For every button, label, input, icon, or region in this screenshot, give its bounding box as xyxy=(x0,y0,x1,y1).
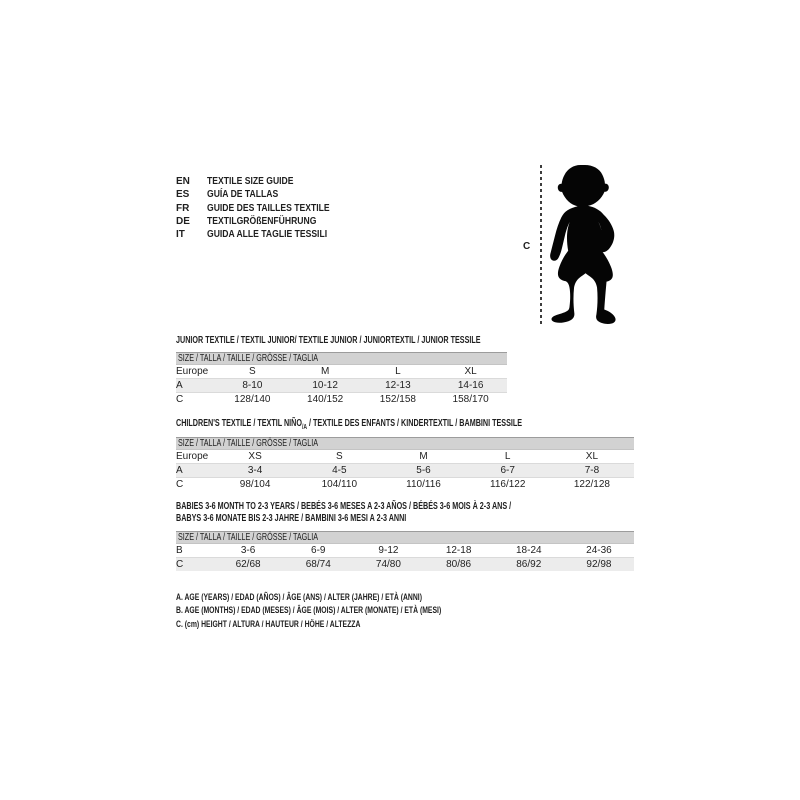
table-row-height xyxy=(176,393,507,406)
cell: L xyxy=(504,451,511,462)
row-label: A xyxy=(176,380,183,391)
cell: 12-13 xyxy=(385,380,411,391)
cell: 68/74 xyxy=(305,559,331,570)
cell: 24-36 xyxy=(586,545,612,556)
babies-table-title xyxy=(176,501,641,525)
language-row xyxy=(176,202,350,215)
cell: 3-4 xyxy=(247,465,263,476)
cell: 122/128 xyxy=(573,479,610,490)
table-row-height xyxy=(176,478,634,491)
cell: 158/170 xyxy=(452,394,489,405)
cell: 98/104 xyxy=(239,479,271,490)
cell: 8-10 xyxy=(242,380,263,391)
size-table-junior xyxy=(176,352,507,406)
cell: 104/110 xyxy=(321,479,357,490)
row-label: C xyxy=(176,559,184,570)
babies-title-line1: BABIES 3-6 MONTH TO 2-3 YEARS / BEBÉS 3-6 MESES A 2-3 AÑOS / BÉBÉS 3-6 MOIS À 2-3 ANS / xyxy=(176,501,512,512)
cell: XL xyxy=(585,451,599,462)
cell: 74/80 xyxy=(375,559,401,570)
cell: 3-6 xyxy=(240,545,256,556)
toddler-silhouette xyxy=(542,163,630,329)
size-table-children xyxy=(176,437,634,491)
size-header-bar xyxy=(176,531,634,544)
cell: XL xyxy=(464,366,477,377)
row-label: C xyxy=(176,394,184,405)
cell: 9-12 xyxy=(378,545,399,556)
cell: M xyxy=(320,366,330,377)
row-label: A xyxy=(176,465,183,476)
language-code: EN xyxy=(176,176,190,187)
cell: 86/92 xyxy=(516,559,542,570)
language-legend xyxy=(176,175,350,241)
size-header-bar xyxy=(176,437,634,450)
language-row xyxy=(176,188,350,201)
cell: 152/158 xyxy=(379,394,416,405)
cell: 110/116 xyxy=(406,479,441,490)
junior-table-title-text: JUNIOR TEXTILE / TEXTIL JUNIOR/ TEXTILE JUNIOR / JUNIORTEXTIL / JUNIOR TESSILE xyxy=(176,335,481,346)
language-label: GUIDA ALLE TAGLIE TESSILI xyxy=(207,229,328,241)
table-row-age xyxy=(176,464,634,478)
cell: L xyxy=(395,366,401,377)
note-age-years: A. AGE (YEARS) / EDAD (AÑOS) / ÂGE (ANS) / ALTER (JAHRE) / ETÀ (ANNI) xyxy=(176,592,422,603)
language-code: DE xyxy=(176,215,190,227)
language-code: FR xyxy=(176,202,190,214)
size-header-bar xyxy=(176,352,507,365)
table-row-europe xyxy=(176,450,634,464)
cell: 128/140 xyxy=(234,394,271,405)
cell: 62/68 xyxy=(235,559,261,570)
language-row xyxy=(176,175,350,188)
language-row xyxy=(176,228,350,241)
language-label: TEXTILGRÖßENFÜHRUNG xyxy=(207,215,317,227)
babies-title-line2: BABYS 3-6 MONATE BIS 2-3 JAHRE / BAMBINI 3-6 MESI A 2-3 ANNI xyxy=(176,513,407,524)
language-code: ES xyxy=(176,189,190,201)
cell: 18-24 xyxy=(515,545,542,556)
cell: 12-18 xyxy=(445,545,472,556)
cell: 6-9 xyxy=(311,545,326,556)
language-label: TEXTILE SIZE GUIDE xyxy=(207,176,294,187)
size-header-text: SIZE / TALLA / TAILLE / GRÖSSE / TAGLIA xyxy=(178,353,319,364)
children-table-title xyxy=(176,418,657,434)
cell: 80/86 xyxy=(446,559,472,570)
table-row-height xyxy=(176,558,634,571)
row-label: Europe xyxy=(176,451,209,462)
height-measure-label: C xyxy=(523,241,531,252)
language-label: GUÍA DE TALLAS xyxy=(207,189,279,201)
cell: 116/122 xyxy=(490,479,526,490)
row-label: C xyxy=(176,479,184,490)
children-table-title-text xyxy=(176,418,522,434)
row-label: Europe xyxy=(176,366,209,377)
table-row-age xyxy=(176,379,507,393)
cell: 6-7 xyxy=(500,465,515,476)
language-row xyxy=(176,215,350,228)
cell: 14-16 xyxy=(457,380,484,391)
cell: 10-12 xyxy=(312,380,338,391)
cell: S xyxy=(249,366,256,377)
title-post: / TEXTILE DES ENFANTS / KINDERTEXTIL / BAMBINI TESSILE xyxy=(307,418,523,429)
table-row-months xyxy=(176,544,634,558)
cell: M xyxy=(419,451,428,462)
title-sub: /A xyxy=(301,424,308,431)
title-pre: CHILDREN'S TEXTILE / TEXTIL NIÑO xyxy=(176,418,302,429)
language-label: GUIDE DES TAILLES TEXTILE xyxy=(207,202,330,214)
note-age-months: B. AGE (MONTHS) / EDAD (MESES) / ÂGE (MOIS) / ALTER (MONATE) / ETÀ (MESI) xyxy=(176,605,442,617)
language-code: IT xyxy=(176,229,185,241)
legend-notes xyxy=(176,591,544,631)
cell: 5-6 xyxy=(416,465,431,476)
table-row-europe xyxy=(176,365,507,379)
cell: XS xyxy=(248,451,262,462)
cell: 92/98 xyxy=(586,559,612,570)
size-header-text: SIZE / TALLA / TAILLE / GRÖSSE / TAGLIA xyxy=(178,438,319,449)
junior-table-title xyxy=(176,335,599,347)
cell: 140/152 xyxy=(307,394,344,405)
cell: 7-8 xyxy=(584,465,600,476)
note-height-cm: C. (cm) HEIGHT / ALTURA / HAUTEUR / HÖHE / ALTEZZA xyxy=(176,618,361,630)
cell: 4-5 xyxy=(332,465,347,476)
size-header-text: SIZE / TALLA / TAILLE / GRÖSSE / TAGLIA xyxy=(178,532,319,543)
row-label: B xyxy=(176,545,183,556)
cell: S xyxy=(335,451,343,462)
size-table-babies xyxy=(176,531,634,571)
